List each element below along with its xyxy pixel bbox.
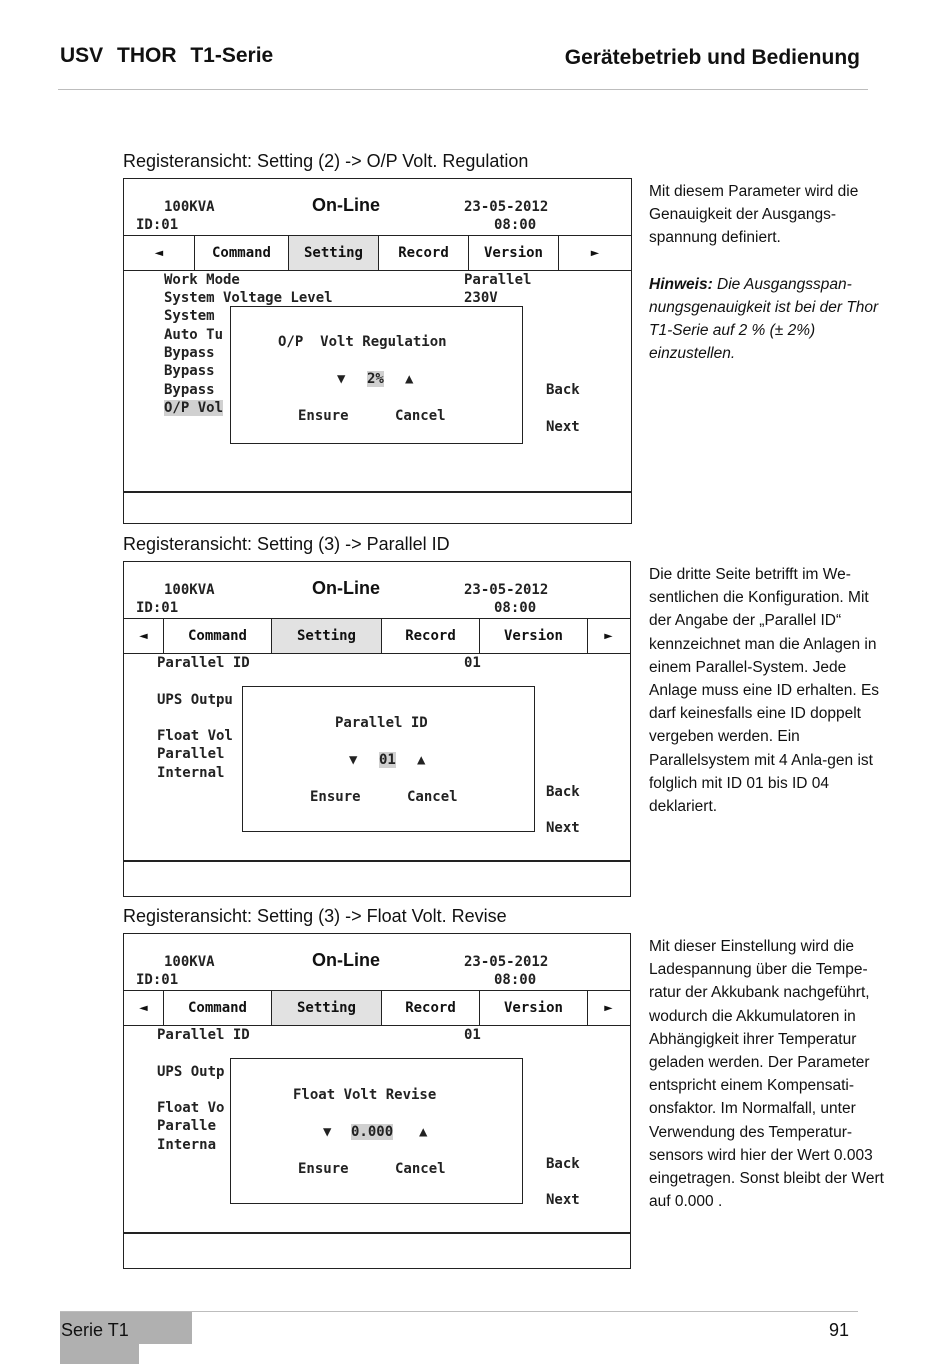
- setting-row-label[interactable]: Parallel: [157, 746, 225, 762]
- popup-value[interactable]: 0.000: [351, 1124, 394, 1140]
- description-text: Mit dieser Einstellung wird die Ladespannung über die Tempe-ratur der Akkubank nachgeführt, wodurch die Akkumulatoren in Abhängigkeit ihrer Temperatur geladen werden. Der Parameter entspricht einem Kompensati-onsfaktor. Im Normalfall, unter Verwendung des Temperatur-sensors wird hier der Wert 0.003 eingetragen. Sonst bleibt der Wert auf 0.000 .: [649, 938, 884, 1211]
- setting-row-label[interactable]: Bypass: [164, 345, 215, 361]
- setting-row-label[interactable]: Bypass: [164, 363, 215, 379]
- decrease-arrow-icon[interactable]: ▼: [323, 1124, 332, 1140]
- setting-row-label[interactable]: System: [164, 308, 215, 324]
- page-number: 91: [829, 1320, 850, 1340]
- description-op-volt: [649, 180, 889, 365]
- decrease-arrow-icon[interactable]: ▼: [337, 371, 346, 387]
- ensure-button[interactable]: Ensure: [310, 789, 361, 805]
- description-float-volt: [649, 935, 889, 1213]
- increase-arrow-icon[interactable]: ▲: [419, 1124, 428, 1140]
- id-label: ID:01: [136, 600, 179, 616]
- setting-row-label[interactable]: System Voltage Level: [164, 290, 333, 306]
- model-label: 100KVA: [164, 582, 215, 598]
- next-button[interactable]: Next: [546, 419, 580, 435]
- popup-op-volt-regulation: [230, 306, 523, 444]
- popup-title: Parallel ID: [335, 715, 428, 731]
- popup-float-volt-revise: [230, 1058, 523, 1204]
- tab-version[interactable]: Version: [480, 619, 588, 653]
- description-parallel-id: [649, 563, 889, 818]
- popup-value[interactable]: 2%: [367, 371, 384, 387]
- setting-row-label[interactable]: Parallel ID: [157, 1027, 250, 1043]
- screen-parallel-id: [123, 561, 631, 897]
- setting-row-value: 01: [464, 655, 481, 671]
- tab-setting[interactable]: Setting: [272, 991, 382, 1025]
- section-title-parallel-id: Registeransicht: Setting (3) -> Parallel ID: [123, 534, 450, 554]
- popup-parallel-id: [242, 686, 535, 832]
- footer-gray-block: [60, 1344, 139, 1364]
- id-label: ID:01: [136, 972, 179, 988]
- screen-op-volt-regulation: [123, 178, 632, 524]
- status-online: On-Line: [312, 578, 380, 598]
- back-button[interactable]: Back: [546, 382, 580, 398]
- popup-value[interactable]: 01: [379, 752, 396, 768]
- tab-version[interactable]: Version: [469, 236, 559, 270]
- header-chapter: Gerätebetrieb und Bedienung: [564, 46, 860, 69]
- setting-row-label[interactable]: Paralle: [157, 1118, 217, 1134]
- description-text: Die dritte Seite betrifft im We-sentlichen die Konfiguration. Mit der Angabe der „Parallel ID“ kennzeichnet man die Anlagen in einem Parallel-System. Jede Anlage muss eine ID erhalten. Es darf keinesfalls eine ID doppelt vergeben werden. Ein Parallelsystem mit 4 Anla-gen ist folglich mit ID 01 bis ID 04 deklariert.: [649, 566, 880, 816]
- next-button[interactable]: Next: [546, 820, 580, 836]
- footer-series-label: Serie T1: [61, 1320, 129, 1340]
- setting-row-label[interactable]: Float Vol: [157, 728, 233, 744]
- header-title: USV THOR T1-Serie: [60, 44, 274, 67]
- increase-arrow-icon[interactable]: ▲: [405, 371, 414, 387]
- status-bar-divider: [124, 1232, 630, 1234]
- tab-prev-arrow[interactable]: ◄: [124, 236, 195, 270]
- tab-next-arrow[interactable]: ►: [590, 245, 600, 261]
- date-label: 23-05-2012: [464, 954, 549, 970]
- setting-row-label[interactable]: Work Mode: [164, 272, 240, 288]
- tab-command[interactable]: Command: [164, 991, 272, 1025]
- model-label: 100KVA: [164, 199, 215, 215]
- ensure-button[interactable]: Ensure: [298, 408, 349, 424]
- description-text: Mit diesem Parameter wird die Genauigkeit der Ausgangs-spannung definiert.: [649, 183, 859, 247]
- setting-row-label[interactable]: UPS Outpu: [157, 692, 233, 708]
- setting-row-label[interactable]: Interna: [157, 1137, 217, 1153]
- hint-label: Hinweis:: [649, 275, 713, 293]
- tab-record[interactable]: Record: [382, 619, 480, 653]
- tab-command[interactable]: Command: [195, 236, 289, 270]
- cancel-button[interactable]: Cancel: [395, 1161, 446, 1177]
- setting-row-label[interactable]: Auto Tu: [164, 327, 224, 343]
- next-button[interactable]: Next: [546, 1192, 580, 1208]
- date-label: 23-05-2012: [464, 199, 549, 215]
- tab-bar: [124, 618, 630, 654]
- tab-prev-arrow[interactable]: ◄: [124, 991, 164, 1025]
- tab-command[interactable]: Command: [164, 619, 272, 653]
- section-title-op-volt: Registeransicht: Setting (2) -> O/P Volt. Regulation: [123, 151, 529, 171]
- tab-setting[interactable]: Setting: [289, 236, 379, 270]
- tab-record[interactable]: Record: [379, 236, 469, 270]
- tab-prev-arrow[interactable]: ◄: [124, 619, 164, 653]
- status-online: On-Line: [312, 195, 380, 215]
- hint-paragraph: [649, 273, 889, 366]
- time-label: 08:00: [494, 972, 537, 988]
- cancel-button[interactable]: Cancel: [407, 789, 458, 805]
- setting-row-label-selected[interactable]: O/P Vol: [164, 400, 224, 416]
- tab-bar: [124, 235, 631, 271]
- status-online: On-Line: [312, 950, 380, 970]
- time-label: 08:00: [494, 600, 537, 616]
- setting-row-label[interactable]: Parallel ID: [157, 655, 250, 671]
- tab-setting[interactable]: Setting: [272, 619, 382, 653]
- screen-float-volt-revise: [123, 933, 631, 1269]
- popup-title: O/P Volt Regulation: [278, 334, 447, 350]
- setting-row-label[interactable]: Float Vo: [157, 1100, 225, 1116]
- setting-row-label[interactable]: Bypass: [164, 382, 215, 398]
- model-label: 100KVA: [164, 954, 215, 970]
- decrease-arrow-icon[interactable]: ▼: [349, 752, 358, 768]
- back-button[interactable]: Back: [546, 784, 580, 800]
- popup-title: Float Volt Revise: [293, 1087, 437, 1103]
- tab-record[interactable]: Record: [382, 991, 480, 1025]
- tab-version[interactable]: Version: [480, 991, 588, 1025]
- setting-row-value: 230V: [464, 290, 498, 306]
- cancel-button[interactable]: Cancel: [395, 408, 446, 424]
- tab-next-arrow[interactable]: ►: [604, 628, 613, 644]
- id-label: ID:01: [136, 217, 179, 233]
- date-label: 23-05-2012: [464, 582, 549, 598]
- setting-row-value: Parallel: [464, 272, 532, 288]
- tab-next-arrow[interactable]: ►: [604, 1000, 613, 1016]
- status-bar-divider: [124, 491, 631, 493]
- setting-row-value: 01: [464, 1027, 481, 1043]
- tab-bar: [124, 990, 630, 1026]
- hint-text: Die Ausgangsspan-nungsgenauigkeit ist bei der Thor T1-Serie auf 2 % (± 2%) einzustellen.: [649, 275, 879, 363]
- time-label: 08:00: [494, 217, 537, 233]
- setting-row-label[interactable]: Internal: [157, 765, 225, 781]
- ensure-button[interactable]: Ensure: [298, 1161, 349, 1177]
- status-bar-divider: [124, 860, 630, 862]
- setting-row-label[interactable]: UPS Outp: [157, 1064, 225, 1080]
- increase-arrow-icon[interactable]: ▲: [417, 752, 426, 768]
- header-divider: [58, 89, 868, 90]
- section-title-float-volt: Registeransicht: Setting (3) -> Float Volt. Revise: [123, 906, 507, 926]
- back-button[interactable]: Back: [546, 1156, 580, 1172]
